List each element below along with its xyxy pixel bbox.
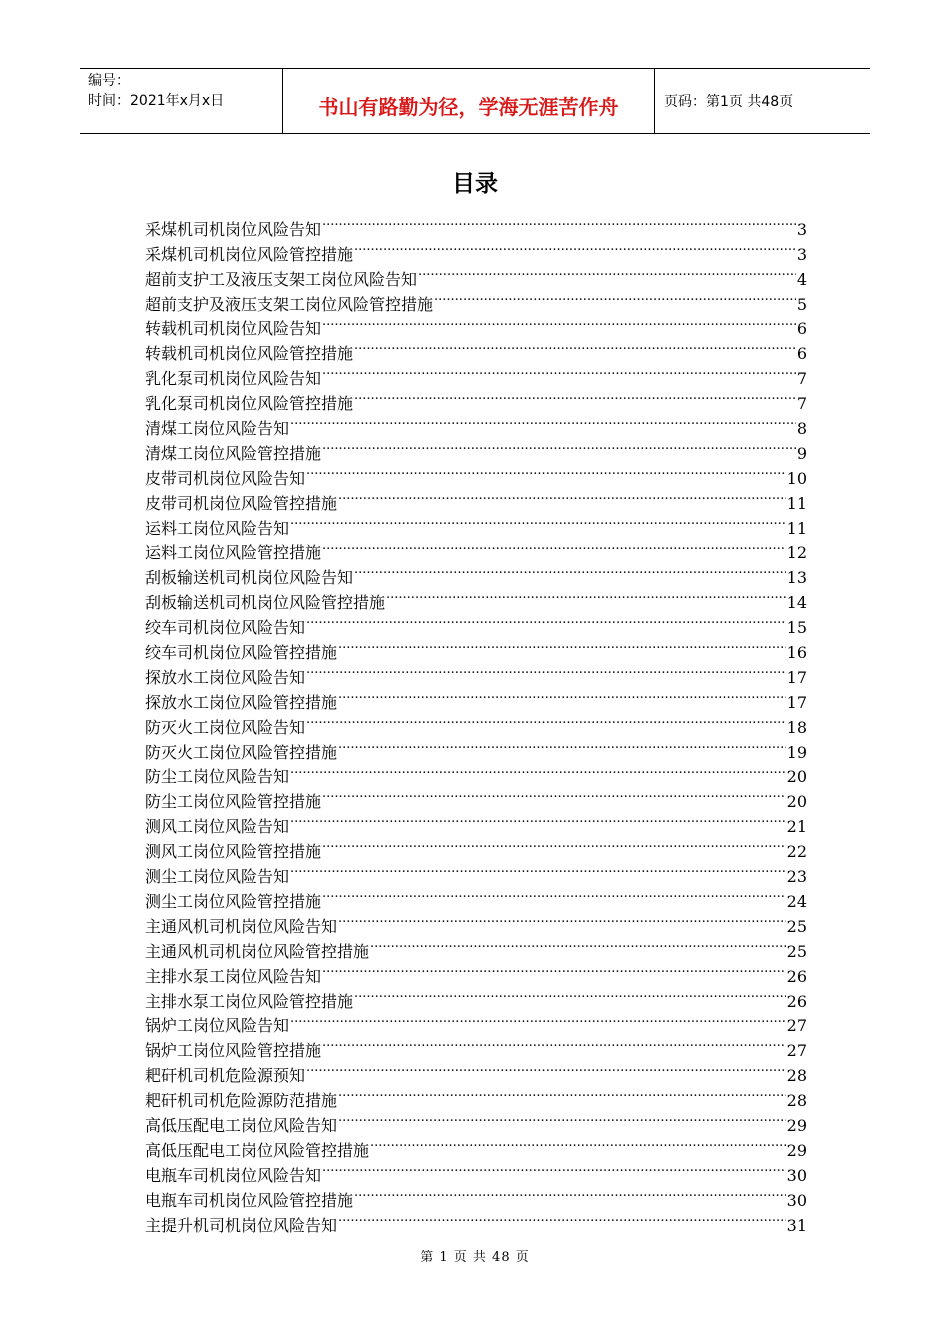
- toc-dot-leader: [338, 1081, 786, 1106]
- toc-dot-leader: [338, 1206, 786, 1231]
- toc-dot-leader: [322, 832, 786, 857]
- toc-entry-title: 电瓶车司机岗位风险管控措施: [145, 1190, 354, 1210]
- toc-entry-title: 锅炉工岗位风险告知: [145, 1016, 290, 1036]
- toc-entry-page: 27: [786, 1041, 807, 1061]
- toc-entry-page: 30: [786, 1165, 807, 1185]
- toc-dot-leader: [322, 1031, 786, 1056]
- toc-entry-title: 防灭火工岗位风险告知: [145, 717, 306, 737]
- toc-entry-title: 主排水泵工岗位风险管控措施: [145, 991, 354, 1011]
- toc-entry-title: 测风工岗位风险告知: [145, 817, 290, 837]
- toc-entry-page: 21: [786, 817, 807, 837]
- toc-entry-title: 防尘工岗位风险告知: [145, 767, 290, 787]
- toc-entry-title: 皮带司机岗位风险管控措施: [145, 493, 338, 513]
- toc-dot-leader: [290, 1007, 786, 1032]
- toc-entry-page: 6: [796, 344, 807, 364]
- toc-entry-title: 防尘工岗位风险管控措施: [145, 792, 322, 812]
- document-date: 时间：2021年x月x日: [88, 93, 225, 109]
- toc-dot-leader: [370, 932, 786, 957]
- toc-entry-page: 28: [786, 1066, 807, 1086]
- toc-dot-leader: [322, 782, 786, 807]
- toc-dot-leader: [338, 683, 786, 708]
- toc-entry-page: 14: [786, 593, 807, 613]
- document-number: 编号：: [88, 73, 130, 89]
- toc-entry-page: 25: [786, 941, 807, 961]
- toc-entry-title: 主通风机司机岗位风险管控措施: [145, 941, 370, 961]
- toc-dot-leader: [354, 1181, 786, 1206]
- toc-entry-title: 主排水泵工岗位风险告知: [145, 966, 322, 986]
- toc-entry-page: 20: [786, 792, 807, 812]
- toc-entry-page: 7: [796, 394, 807, 414]
- toc-entry-page: 28: [786, 1091, 807, 1111]
- toc-entry-title: 绞车司机岗位风险管控措施: [145, 643, 338, 663]
- toc-dot-leader: [434, 285, 796, 310]
- toc-entry-page: 3: [796, 244, 807, 264]
- toc-entry-title: 运料工岗位风险管控措施: [145, 543, 322, 563]
- toc-dot-leader: [354, 384, 796, 409]
- toc-entry-page: 20: [786, 767, 807, 787]
- toc-entry-title: 探放水工岗位风险告知: [145, 667, 306, 687]
- toc-entry-page: 6: [796, 319, 807, 339]
- toc-entry-page: 17: [786, 667, 807, 687]
- page-header: [80, 68, 870, 134]
- toc-entry-title: 主提升机司机岗位风险告知: [145, 1215, 338, 1235]
- toc-dot-leader: [290, 758, 786, 783]
- toc-dot-leader: [418, 260, 796, 285]
- toc-dot-leader: [354, 334, 796, 359]
- toc-entry-page: 16: [786, 643, 807, 663]
- toc-entry-page: 3: [796, 219, 807, 239]
- toc-entry-page: 8: [796, 419, 807, 439]
- toc-dot-leader: [322, 210, 796, 235]
- toc-dot-leader: [306, 608, 786, 633]
- toc-dot-leader: [290, 509, 786, 534]
- toc-dot-leader: [338, 907, 786, 932]
- toc-dot-leader: [338, 633, 786, 658]
- toc-entry-page: 31: [786, 1215, 807, 1235]
- toc-entry-title: 乳化泵司机岗位风险告知: [145, 369, 322, 389]
- toc-dot-leader: [386, 583, 786, 608]
- toc-entry-title: 采煤机司机岗位风险告知: [145, 219, 322, 239]
- toc-entry-page: 23: [786, 867, 807, 887]
- toc-entry-title: 主通风机司机岗位风险告知: [145, 916, 338, 936]
- toc-entry-title: 刮板输送机司机岗位风险管控措施: [145, 593, 386, 613]
- toc-entry-page: 30: [786, 1190, 807, 1210]
- toc-dot-leader: [290, 409, 796, 434]
- toc-entry-title: 电瓶车司机岗位风险告知: [145, 1165, 322, 1185]
- toc-dot-leader: [338, 733, 786, 758]
- toc-entry-title: 超前支护工及液压支架工岗位风险告知: [145, 269, 418, 289]
- toc-dot-leader: [322, 359, 796, 384]
- toc-entry-title: 耙矸机司机危险源预知: [145, 1066, 306, 1086]
- toc-entry-page: 5: [796, 294, 807, 314]
- toc-entry-page: 4: [796, 269, 807, 289]
- header-meta: [80, 69, 283, 133]
- toc-dot-leader: [306, 1056, 786, 1081]
- toc-entry-title: 转载机司机岗位风险管控措施: [145, 344, 354, 364]
- toc-entry-page: 22: [786, 842, 807, 862]
- toc-entry-page: 29: [786, 1140, 807, 1160]
- page-title: 目录: [452, 171, 498, 197]
- toc-entry-page: 25: [786, 916, 807, 936]
- toc-dot-leader: [306, 658, 786, 683]
- toc-entry-title: 运料工岗位风险告知: [145, 518, 290, 538]
- toc-entry-title: 高低压配电工岗位风险管控措施: [145, 1140, 370, 1160]
- page-footer: 第 1 页 共 48 页: [420, 1250, 530, 1265]
- toc-entry-page: 15: [786, 618, 807, 638]
- toc-dot-leader: [322, 957, 786, 982]
- toc-dot-leader: [322, 534, 786, 559]
- toc-entry-title: 锅炉工岗位风险管控措施: [145, 1041, 322, 1061]
- toc-entry-page: 10: [786, 468, 807, 488]
- toc-entry-page: 17: [786, 692, 807, 712]
- toc-entry-title: 绞车司机岗位风险告知: [145, 618, 306, 638]
- toc-entry-title: 高低压配电工岗位风险告知: [145, 1115, 338, 1135]
- toc-entry-page: 27: [786, 1016, 807, 1036]
- toc-dot-leader: [322, 1156, 786, 1181]
- toc-entry-page: 29: [786, 1115, 807, 1135]
- toc-entry-title: 超前支护及液压支架工岗位风险管控措施: [145, 294, 434, 314]
- toc-entry-page: 24: [786, 891, 807, 911]
- toc-entry-page: 19: [786, 742, 807, 762]
- toc-entry-page: 26: [786, 991, 807, 1011]
- toc-entry-page: 13: [786, 568, 807, 588]
- toc-entry-title: 测尘工岗位风险管控措施: [145, 891, 322, 911]
- toc-entry-title: 皮带司机岗位风险告知: [145, 468, 306, 488]
- toc-dot-leader: [306, 459, 786, 484]
- toc-dot-leader: [290, 807, 786, 832]
- toc-entry-page: 26: [786, 966, 807, 986]
- toc-dot-leader: [354, 235, 796, 260]
- toc-dot-leader: [322, 882, 786, 907]
- toc-entry-page: 12: [786, 543, 807, 563]
- toc-entry-title: 耙矸机司机危险源防范措施: [145, 1091, 338, 1111]
- toc-entry[interactable]: [145, 210, 807, 239]
- toc-entry-page: 18: [786, 717, 807, 737]
- toc-entry-page: 9: [796, 443, 807, 463]
- toc-entry-title: 乳化泵司机岗位风险管控措施: [145, 394, 354, 414]
- toc-entry-title: 转载机司机岗位风险告知: [145, 319, 322, 339]
- toc-dot-leader: [322, 310, 796, 335]
- toc-entry-title: 测尘工岗位风险告知: [145, 867, 290, 887]
- toc-entry-title: 刮板输送机司机岗位风险告知: [145, 568, 354, 588]
- toc-entry-title: 清煤工岗位风险告知: [145, 419, 290, 439]
- toc-entry-title: 防灭火工岗位风险管控措施: [145, 742, 338, 762]
- toc-dot-leader: [290, 857, 786, 882]
- toc-entry-title: 清煤工岗位风险管控措施: [145, 443, 322, 463]
- toc-entry-title: 探放水工岗位风险管控措施: [145, 692, 338, 712]
- toc-dot-leader: [306, 708, 786, 733]
- header-page-info: 页码：第1页 共48页: [664, 94, 794, 110]
- toc-entry-page: 11: [786, 493, 807, 513]
- toc-dot-leader: [322, 434, 796, 459]
- toc-dot-leader: [370, 1131, 786, 1156]
- toc-dot-leader: [354, 558, 786, 583]
- toc-dot-leader: [338, 484, 786, 509]
- toc-dot-leader: [354, 982, 786, 1007]
- table-of-contents: [145, 210, 807, 1235]
- toc-entry-page: 11: [786, 518, 807, 538]
- toc-dot-leader: [338, 1106, 786, 1131]
- toc-entry-page: 7: [796, 369, 807, 389]
- header-motto: 书山有路勤为径，学海无涯苦作舟: [283, 69, 655, 133]
- toc-entry-title: 采煤机司机岗位风险管控措施: [145, 244, 354, 264]
- toc-entry-title: 测风工岗位风险管控措施: [145, 842, 322, 862]
